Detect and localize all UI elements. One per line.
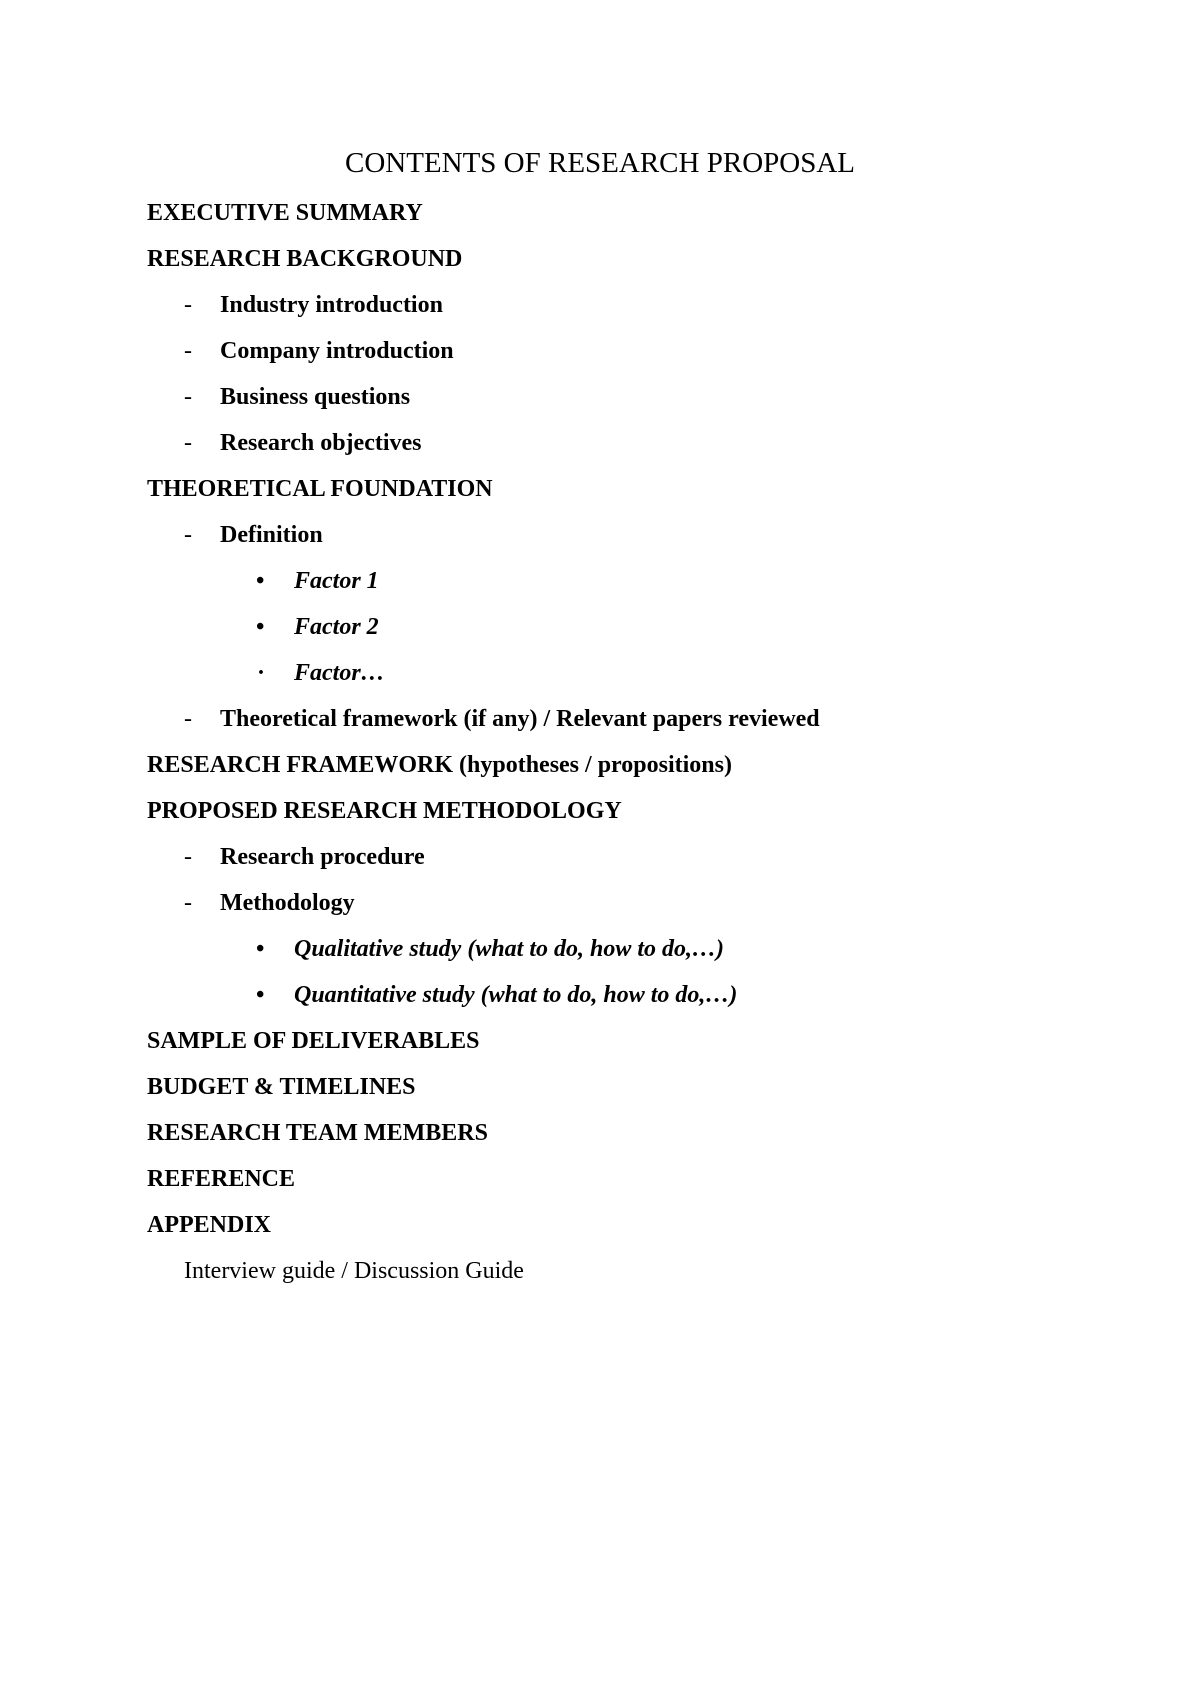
item-industry-introduction: Industry introduction bbox=[220, 292, 443, 318]
heading-research-team-members: RESEARCH TEAM MEMBERS bbox=[147, 1120, 488, 1146]
bullet-marker: • bbox=[256, 982, 265, 1008]
heading-executive-summary: EXECUTIVE SUMMARY bbox=[147, 200, 423, 226]
dash-marker: - bbox=[184, 706, 192, 732]
dash-marker: - bbox=[184, 890, 192, 916]
dash-marker: - bbox=[184, 430, 192, 456]
bullet-marker: • bbox=[256, 568, 265, 594]
heading-research-background: RESEARCH BACKGROUND bbox=[147, 246, 463, 272]
heading-sample-of-deliverables: SAMPLE OF DELIVERABLES bbox=[147, 1028, 480, 1054]
dash-marker: - bbox=[184, 384, 192, 410]
heading-theoretical-foundation: THEORETICAL FOUNDATION bbox=[147, 476, 493, 502]
heading-proposed-methodology: PROPOSED RESEARCH METHODOLOGY bbox=[147, 798, 622, 824]
dash-marker: - bbox=[184, 522, 192, 548]
dash-marker: - bbox=[184, 844, 192, 870]
heading-research-framework: RESEARCH FRAMEWORK (hypotheses / propositions) bbox=[147, 752, 732, 778]
item-research-objectives: Research objectives bbox=[220, 430, 422, 456]
heading-appendix: APPENDIX bbox=[147, 1212, 271, 1238]
item-definition: Definition bbox=[220, 522, 323, 548]
bullet-marker: • bbox=[256, 936, 265, 962]
bullet-marker: · bbox=[257, 660, 266, 686]
item-methodology: Methodology bbox=[220, 890, 355, 916]
item-qualitative-study: Qualitative study (what to do, how to do,…) bbox=[294, 936, 725, 962]
item-business-questions: Business questions bbox=[220, 384, 411, 410]
item-factor-more: Factor… bbox=[294, 660, 385, 686]
bullet-marker: • bbox=[256, 614, 265, 640]
item-research-procedure: Research procedure bbox=[220, 844, 425, 870]
item-company-introduction: Company introduction bbox=[220, 338, 454, 364]
item-theoretical-framework: Theoretical framework (if any) / Relevant papers reviewed bbox=[220, 706, 820, 732]
document-title: CONTENTS OF RESEARCH PROPOSAL bbox=[344, 147, 855, 179]
heading-budget-timelines: BUDGET & TIMELINES bbox=[147, 1074, 416, 1100]
heading-reference: REFERENCE bbox=[147, 1166, 296, 1192]
item-quantitative-study: Quantitative study (what to do, how to do,…) bbox=[294, 982, 738, 1008]
appendix-content: Interview guide / Discussion Guide bbox=[184, 1258, 524, 1284]
dash-marker: - bbox=[184, 338, 192, 364]
item-factor-2: Factor 2 bbox=[294, 614, 379, 640]
item-factor-1: Factor 1 bbox=[294, 568, 379, 594]
dash-marker: - bbox=[184, 292, 192, 318]
